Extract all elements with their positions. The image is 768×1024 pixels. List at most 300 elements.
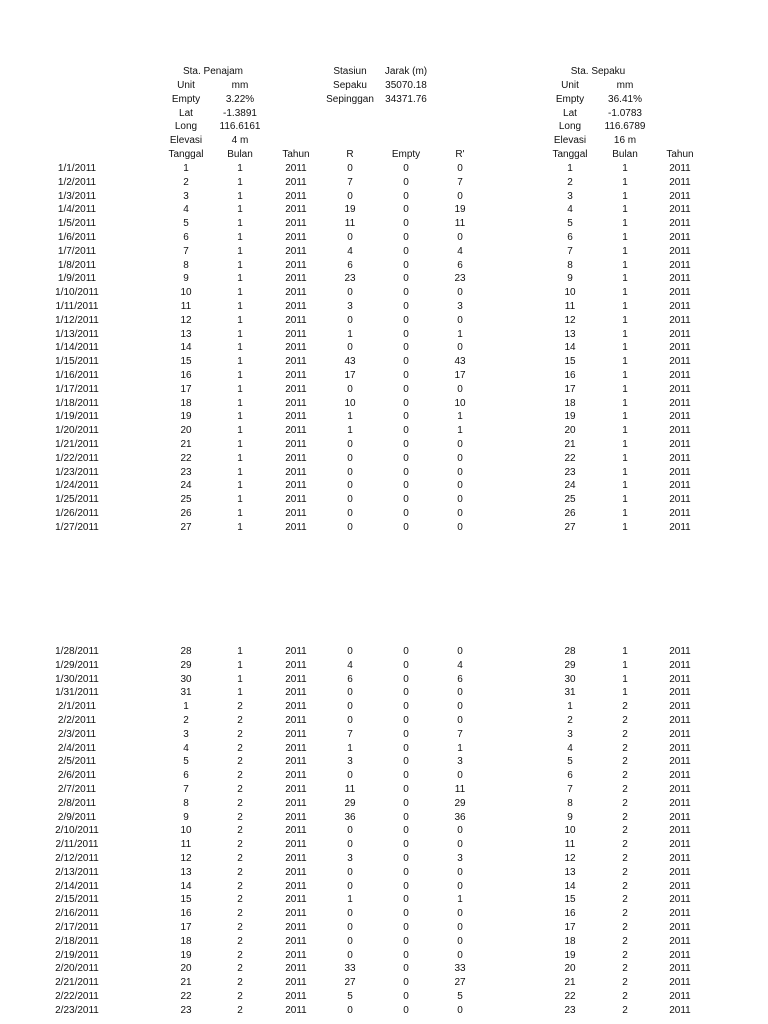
r-cell: 4 (347, 659, 353, 671)
tahun-cell: 2011 (285, 742, 307, 754)
tahun-cell: 2011 (285, 397, 307, 409)
tanggal-cell: 13 (180, 328, 192, 340)
tahun-cell: 2011 (285, 963, 307, 975)
r-cell: 0 (347, 646, 353, 657)
sepaku-bulan-cell: 2 (622, 977, 628, 989)
sepaku-tahun-cell: 2011 (669, 383, 691, 395)
r-prime-cell: 0 (457, 922, 463, 933)
r-cell: 17 (344, 370, 356, 381)
r-prime-cell: 11 (454, 218, 466, 230)
empty-cell: 0 (403, 949, 409, 961)
sepaku-bulan-cell: 1 (622, 370, 628, 381)
r-cell: 1 (347, 411, 353, 423)
sepaku-tanggal-cell: 21 (564, 977, 576, 989)
tahun-cell: 2011 (285, 411, 307, 423)
empty-cell: 0 (403, 397, 409, 409)
r-prime-cell: 0 (457, 839, 463, 851)
r-prime-cell: 0 (457, 466, 463, 478)
tanggal-cell: 19 (180, 411, 192, 423)
r-cell: 0 (347, 452, 353, 464)
r-prime-cell: 7 (457, 176, 463, 188)
sepaku-tanggal-cell: 7 (567, 245, 573, 257)
date-cell: 1/13/2011 (55, 328, 99, 340)
empty-cell: 0 (403, 770, 409, 782)
sepaku-tahun-cell: 2011 (669, 356, 691, 368)
tanggal-cell: 7 (183, 245, 189, 257)
bulan-cell: 1 (237, 480, 243, 492)
r-prime-cell: 1 (457, 894, 463, 906)
bulan-cell: 1 (237, 466, 243, 478)
bulan-cell: 2 (237, 784, 243, 795)
bulan-cell: 1 (237, 232, 243, 243)
sepaku-tanggal-cell: 14 (564, 342, 576, 354)
empty-cell: 0 (403, 894, 409, 906)
sepaku-value: 36.41% (608, 93, 642, 105)
sepaku-tanggal-cell: 8 (567, 259, 573, 271)
sepaku-tahun-cell: 2011 (669, 756, 691, 768)
r-prime-cell: 10 (454, 397, 466, 409)
sepaku-tahun-cell: 2011 (669, 784, 691, 795)
r-cell: 0 (347, 880, 353, 892)
tanggal-cell: 23 (180, 1004, 192, 1016)
sepaku-tanggal-cell: 15 (564, 894, 576, 906)
tahun-cell: 2011 (285, 232, 307, 243)
r-cell: 0 (347, 825, 353, 837)
tanggal-cell: 11 (180, 301, 192, 312)
bulan-cell: 2 (237, 1004, 243, 1016)
tanggal-cell: 12 (180, 853, 192, 864)
tahun-cell: 2011 (285, 894, 307, 906)
date-cell: 1/22/2011 (55, 452, 99, 464)
sepaku-bulan-cell: 2 (622, 922, 628, 933)
bulan-cell: 2 (237, 977, 243, 989)
penajam-value: 4 m (231, 135, 249, 147)
column-header: Tahun (282, 149, 310, 160)
sepaku-bulan-cell: 1 (622, 383, 628, 395)
sepaku-tahun-cell: 2011 (669, 935, 691, 947)
sepaku-bulan-cell: 2 (622, 715, 628, 726)
bulan-cell: 1 (237, 176, 243, 188)
sepaku-bulan-cell: 1 (622, 687, 628, 699)
sepaku-tahun-cell: 2011 (669, 797, 691, 809)
sepaku-bulan-cell: 1 (622, 204, 628, 216)
empty-cell: 0 (403, 673, 409, 685)
sepaku-tanggal-cell: 6 (567, 232, 573, 243)
sepaku-tahun-cell: 2011 (669, 922, 691, 933)
bulan-cell: 1 (237, 301, 243, 312)
bulan-cell: 1 (237, 259, 243, 271)
bulan-cell: 2 (237, 991, 243, 1002)
tahun-cell: 2011 (285, 259, 307, 271)
sepaku-bulan-cell: 1 (622, 466, 628, 478)
r-prime-cell: 17 (454, 370, 466, 381)
tanggal-cell: 5 (183, 218, 189, 230)
r-prime-cell: 0 (457, 287, 463, 299)
sepaku-label: Empty (555, 93, 585, 105)
sepaku-tahun-cell: 2011 (669, 770, 691, 782)
date-cell: 1/14/2011 (55, 342, 99, 354)
sepaku-tahun-cell: 2011 (669, 715, 691, 726)
sepaku-tanggal-cell: 27 (564, 521, 576, 533)
r-cell: 7 (347, 176, 353, 188)
empty-cell: 0 (403, 839, 409, 851)
r-cell: 0 (347, 163, 353, 174)
date-cell: 1/31/2011 (55, 687, 99, 699)
r-prime-cell: 0 (457, 880, 463, 892)
empty-cell: 0 (403, 659, 409, 671)
sepaku-bulan-cell: 1 (622, 190, 628, 202)
bulan-cell: 2 (237, 811, 243, 823)
date-cell: 1/26/2011 (55, 508, 99, 519)
r-prime-cell: 3 (457, 853, 463, 864)
date-cell: 2/6/2011 (57, 770, 97, 782)
bulan-cell: 1 (237, 287, 243, 299)
r-prime-cell: 0 (457, 163, 463, 174)
empty-cell: 0 (403, 756, 409, 768)
r-prime-cell: 0 (457, 715, 463, 726)
bulan-cell: 1 (237, 687, 243, 699)
sepaku-bulan-cell: 2 (622, 1004, 628, 1016)
tanggal-cell: 6 (183, 770, 189, 782)
r-prime-cell: 0 (457, 825, 463, 837)
sepaku-tahun-cell: 2011 (669, 880, 691, 892)
sepaku-bulan-cell: 1 (622, 659, 628, 671)
bulan-cell: 1 (237, 659, 243, 671)
tanggal-cell: 3 (183, 728, 189, 740)
sepaku-tahun-cell: 2011 (669, 397, 691, 409)
date-cell: 1/4/2011 (57, 204, 97, 216)
r-prime-cell: 0 (457, 314, 463, 326)
sepaku-tahun-cell: 2011 (669, 204, 691, 216)
r-prime-cell: 19 (454, 204, 466, 216)
sepaku-tanggal-cell: 4 (567, 742, 573, 754)
tahun-cell: 2011 (285, 273, 307, 285)
bulan-cell: 2 (237, 922, 243, 933)
date-cell: 2/7/2011 (57, 784, 97, 795)
tahun-cell: 2011 (285, 328, 307, 340)
bulan-cell: 2 (237, 908, 243, 920)
tanggal-cell: 10 (180, 825, 192, 837)
empty-cell: 0 (403, 314, 409, 326)
r-prime-cell: 0 (457, 908, 463, 920)
sepaku-bulan-cell: 2 (622, 935, 628, 947)
date-cell: 1/20/2011 (55, 425, 99, 437)
tanggal-cell: 16 (180, 908, 192, 920)
penajam-label: Lat (179, 107, 193, 119)
sepaku-tanggal-cell: 25 (564, 494, 576, 506)
empty-cell: 0 (403, 259, 409, 271)
empty-cell: 0 (403, 411, 409, 423)
tahun-cell: 2011 (285, 480, 307, 492)
tahun-cell: 2011 (285, 935, 307, 947)
tanggal-cell: 22 (180, 991, 192, 1002)
empty-cell: 0 (403, 301, 409, 312)
sepaku-tanggal-cell: 16 (564, 370, 576, 381)
tahun-cell: 2011 (285, 439, 307, 450)
empty-cell: 0 (403, 176, 409, 188)
sepaku-tanggal-cell: 5 (567, 218, 573, 230)
date-cell: 2/17/2011 (55, 922, 99, 933)
sepaku-tanggal-cell: 30 (564, 673, 576, 685)
r-cell: 1 (347, 328, 353, 340)
r-prime-cell: 0 (457, 232, 463, 243)
sepaku-tanggal-cell: 23 (564, 1004, 576, 1016)
r-prime-cell: 0 (457, 949, 463, 961)
sepaku-tanggal-cell: 12 (564, 314, 576, 326)
date-cell: 1/18/2011 (55, 397, 99, 409)
penajam-label: Empty (171, 93, 201, 105)
date-cell: 2/23/2011 (55, 1004, 99, 1016)
sepaku-bulan-cell: 1 (622, 259, 628, 271)
date-cell: 1/28/2011 (55, 646, 99, 657)
sepaku-tahun-cell: 2011 (669, 190, 691, 202)
r-cell: 6 (347, 259, 353, 271)
sepaku-tanggal-cell: 3 (567, 190, 573, 202)
tahun-cell: 2011 (285, 646, 307, 657)
bulan-cell: 2 (237, 894, 243, 906)
r-prime-cell: 0 (457, 935, 463, 947)
r-cell: 0 (347, 232, 353, 243)
r-cell: 0 (347, 383, 353, 395)
r-cell: 0 (347, 342, 353, 354)
r-cell: 0 (347, 508, 353, 519)
bulan-cell: 2 (237, 825, 243, 837)
sepaku-tanggal-cell: 13 (564, 866, 576, 878)
date-cell: 1/30/2011 (55, 673, 99, 685)
r-cell: 5 (347, 991, 353, 1002)
bulan-cell: 2 (237, 866, 243, 878)
sepaku-bulan-cell: 1 (622, 176, 628, 188)
r-prime-cell: 3 (457, 301, 463, 312)
date-cell: 2/18/2011 (55, 935, 99, 947)
r-prime-cell: 27 (454, 977, 466, 989)
bulan-cell: 1 (237, 190, 243, 202)
sepaku-tahun-cell: 2011 (669, 314, 691, 326)
sepaku-tanggal-cell: 3 (567, 728, 573, 740)
bulan-cell: 1 (237, 342, 243, 354)
sepaku-bulan-cell: 1 (622, 356, 628, 368)
empty-cell: 0 (403, 370, 409, 381)
penajam-value: mm (231, 80, 249, 91)
sepaku-tanggal-cell: 2 (567, 715, 573, 726)
r-prime-cell: 7 (457, 728, 463, 740)
tanggal-cell: 5 (183, 756, 189, 768)
sepaku-bulan-cell: 1 (622, 273, 628, 285)
penajam-label: Unit (177, 80, 195, 91)
tahun-cell: 2011 (285, 797, 307, 809)
date-cell: 2/20/2011 (55, 963, 99, 975)
sepaku-tanggal-cell: 15 (564, 356, 576, 368)
sepaku-value: 116.6789 (604, 121, 646, 133)
tahun-cell: 2011 (285, 301, 307, 312)
tanggal-cell: 9 (183, 273, 189, 285)
tahun-cell: 2011 (285, 508, 307, 519)
bulan-cell: 2 (237, 797, 243, 809)
r-cell: 11 (344, 218, 356, 230)
sepaku-tanggal-cell: 7 (567, 784, 573, 795)
bulan-cell: 1 (237, 452, 243, 464)
r-cell: 1 (347, 425, 353, 437)
bulan-cell: 1 (237, 521, 243, 533)
sepaku-tahun-cell: 2011 (669, 508, 691, 519)
bulan-cell: 1 (237, 328, 243, 340)
r-prime-cell: 0 (457, 508, 463, 519)
sepaku-bulan-cell: 1 (622, 521, 628, 533)
empty-cell: 0 (403, 935, 409, 947)
empty-cell: 0 (403, 452, 409, 464)
r-cell: 0 (347, 701, 353, 713)
date-cell: 2/15/2011 (55, 894, 99, 906)
tahun-cell: 2011 (285, 839, 307, 851)
sepaku-tahun-cell: 2011 (669, 866, 691, 878)
r-prime-cell: 0 (457, 452, 463, 464)
date-cell: 2/21/2011 (55, 977, 99, 989)
sepaku-tahun-cell: 2011 (669, 328, 691, 340)
date-cell: 2/1/2011 (57, 701, 97, 713)
distance-header: Jarak (m) (384, 66, 428, 77)
sepaku-bulan-cell: 2 (622, 770, 628, 782)
empty-cell: 0 (403, 163, 409, 174)
date-cell: 1/17/2011 (55, 383, 99, 395)
bulan-cell: 1 (237, 673, 243, 685)
sepaku-tahun-cell: 2011 (669, 991, 691, 1002)
r-prime-cell: 43 (454, 356, 466, 368)
r-cell: 0 (347, 839, 353, 851)
date-cell: 1/10/2011 (55, 287, 99, 299)
sepaku-tanggal-cell: 5 (567, 756, 573, 768)
sepaku-tanggal-cell: 10 (564, 287, 576, 299)
sepaku-bulan-cell: 2 (622, 728, 628, 740)
sepaku-tahun-cell: 2011 (669, 701, 691, 713)
r-cell: 0 (347, 908, 353, 920)
sepaku-bulan-cell: 2 (622, 866, 628, 878)
date-cell: 2/4/2011 (57, 742, 97, 754)
date-cell: 1/3/2011 (57, 190, 97, 202)
column-header: Bulan (227, 149, 253, 160)
tanggal-cell: 19 (180, 949, 192, 961)
r-cell: 0 (347, 521, 353, 533)
r-prime-cell: 0 (457, 646, 463, 657)
sepaku-tahun-cell: 2011 (669, 839, 691, 851)
tahun-cell: 2011 (285, 190, 307, 202)
sepaku-tahun-cell: 2011 (669, 411, 691, 423)
r-cell: 1 (347, 894, 353, 906)
bulan-cell: 1 (237, 508, 243, 519)
empty-cell: 0 (403, 273, 409, 285)
empty-cell: 0 (403, 287, 409, 299)
r-cell: 0 (347, 949, 353, 961)
r-cell: 29 (344, 797, 356, 809)
date-cell: 1/2/2011 (57, 176, 97, 188)
tanggal-cell: 24 (180, 480, 192, 492)
date-cell: 1/23/2011 (55, 466, 99, 478)
date-cell: 1/9/2011 (57, 273, 97, 285)
date-cell: 2/10/2011 (55, 825, 99, 837)
empty-cell: 0 (403, 908, 409, 920)
r-cell: 23 (344, 273, 356, 285)
empty-cell: 0 (403, 811, 409, 823)
sepaku-bulan-cell: 2 (622, 963, 628, 975)
r-cell: 19 (344, 204, 356, 216)
sepaku-tahun-cell: 2011 (669, 494, 691, 506)
tanggal-cell: 18 (180, 935, 192, 947)
sepaku-tanggal-cell: 24 (564, 480, 576, 492)
sepaku-bulan-cell: 1 (622, 494, 628, 506)
sepaku-bulan-cell: 1 (622, 452, 628, 464)
tahun-cell: 2011 (285, 204, 307, 216)
r-prime-cell: 0 (457, 521, 463, 533)
sepaku-tanggal-cell: 1 (567, 701, 573, 713)
tahun-cell: 2011 (285, 728, 307, 740)
tahun-cell: 2011 (285, 494, 307, 506)
r-cell: 33 (344, 963, 356, 975)
tanggal-cell: 16 (180, 370, 192, 381)
sepaku-value: mm (616, 80, 634, 91)
bulan-cell: 1 (237, 397, 243, 409)
bulan-cell: 2 (237, 880, 243, 892)
sepaku-tanggal-cell: 21 (564, 439, 576, 450)
sepaku-tanggal-cell: 14 (564, 880, 576, 892)
empty-cell: 0 (403, 190, 409, 202)
bulan-cell: 2 (237, 839, 243, 851)
r-prime-cell: 1 (457, 425, 463, 437)
tahun-cell: 2011 (285, 811, 307, 823)
tanggal-cell: 29 (180, 659, 192, 671)
sepaku-tahun-cell: 2011 (669, 452, 691, 464)
tanggal-cell: 17 (180, 922, 192, 933)
penajam-label: Long (174, 121, 198, 133)
empty-cell: 0 (403, 439, 409, 450)
date-cell: 1/27/2011 (55, 521, 99, 533)
tahun-cell: 2011 (285, 452, 307, 464)
empty-cell: 0 (403, 383, 409, 395)
bulan-cell: 2 (237, 742, 243, 754)
sepaku-tanggal-cell: 31 (564, 687, 576, 699)
tahun-cell: 2011 (285, 218, 307, 230)
r-prime-cell: 11 (454, 784, 466, 795)
tanggal-cell: 20 (180, 425, 192, 437)
empty-cell: 0 (403, 825, 409, 837)
r-cell: 27 (344, 977, 356, 989)
bulan-cell: 2 (237, 963, 243, 975)
r-prime-cell: 3 (457, 756, 463, 768)
tanggal-cell: 8 (183, 259, 189, 271)
sepaku-tanggal-cell: 26 (564, 508, 576, 519)
sepaku-bulan-cell: 2 (622, 784, 628, 795)
r-prime-cell: 6 (457, 259, 463, 271)
sepaku-bulan-cell: 2 (622, 991, 628, 1002)
r-cell: 0 (347, 715, 353, 726)
tanggal-cell: 31 (180, 687, 192, 699)
date-cell: 1/11/2011 (55, 301, 99, 312)
sepaku-value: -1.0783 (608, 107, 642, 119)
r-cell: 3 (347, 756, 353, 768)
sepaku-bulan-cell: 2 (622, 825, 628, 837)
sepaku-tahun-cell: 2011 (669, 1004, 691, 1016)
sepaku-bulan-cell: 1 (622, 301, 628, 312)
empty-cell: 0 (403, 866, 409, 878)
r-prime-cell: 5 (457, 991, 463, 1002)
sepaku-tanggal-cell: 29 (564, 659, 576, 671)
tanggal-cell: 25 (180, 494, 192, 506)
bulan-cell: 1 (237, 273, 243, 285)
tanggal-cell: 21 (180, 977, 192, 989)
empty-cell: 0 (403, 853, 409, 864)
sepaku-tahun-cell: 2011 (669, 425, 691, 437)
sepaku-tanggal-cell: 19 (564, 411, 576, 423)
tanggal-cell: 3 (183, 190, 189, 202)
bulan-cell: 1 (237, 218, 243, 230)
